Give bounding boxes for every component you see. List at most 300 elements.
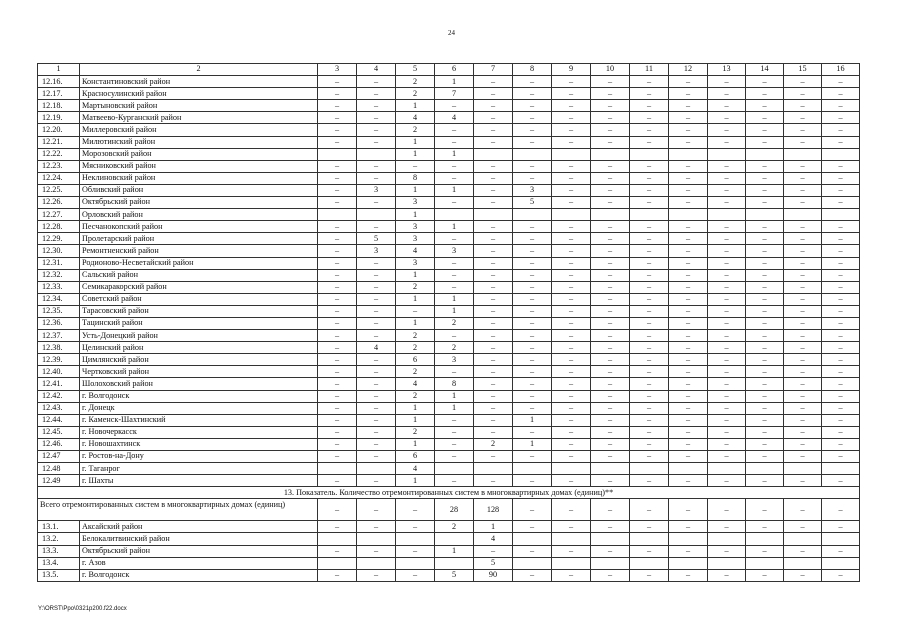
value-cell: – — [474, 305, 513, 317]
value-cell: – — [552, 438, 591, 450]
table-row — [38, 317, 860, 329]
value-cell: – — [396, 521, 435, 533]
value-cell: – — [396, 499, 435, 521]
value-cell: – — [822, 221, 860, 233]
value-cell: – — [669, 281, 708, 293]
value-cell: – — [822, 281, 860, 293]
value-cell: – — [435, 100, 474, 112]
value-cell: – — [708, 197, 746, 209]
value-cell: – — [746, 354, 784, 366]
value-cell: – — [552, 281, 591, 293]
value-cell: – — [513, 88, 552, 100]
value-cell: – — [746, 545, 784, 557]
value-cell: – — [669, 233, 708, 245]
value-cell: – — [552, 184, 591, 196]
value-cell: – — [513, 281, 552, 293]
row-number: 12.41. — [38, 378, 80, 390]
value-cell: – — [746, 305, 784, 317]
row-number: 12.37. — [38, 330, 80, 342]
value-cell: 1 — [396, 148, 435, 160]
value-cell: – — [591, 305, 630, 317]
row-number: 12.48 — [38, 463, 80, 475]
value-cell: 1 — [396, 402, 435, 414]
value-cell: – — [630, 475, 669, 487]
value-cell: – — [318, 451, 357, 463]
value-cell: – — [630, 366, 669, 378]
value-cell: – — [474, 281, 513, 293]
value-cell: – — [822, 245, 860, 257]
value-cell: – — [822, 545, 860, 557]
value-cell: 1 — [435, 221, 474, 233]
value-cell: – — [474, 136, 513, 148]
value-cell: 1 — [396, 100, 435, 112]
value-cell: – — [474, 545, 513, 557]
value-cell: – — [822, 354, 860, 366]
total-row-name: Всего отремонтированных систем в многоквартирных домах (единиц) — [38, 499, 318, 521]
column-number: 6 — [435, 64, 474, 76]
value-cell: – — [669, 390, 708, 402]
value-cell: – — [630, 354, 669, 366]
column-number-row — [38, 64, 860, 76]
table-row — [38, 269, 860, 281]
row-name: Миллеровский район — [80, 124, 318, 136]
value-cell: – — [474, 172, 513, 184]
row-number: 12.21. — [38, 136, 80, 148]
value-cell: – — [708, 545, 746, 557]
value-cell: – — [591, 221, 630, 233]
row-name: Мясниковский район — [80, 160, 318, 172]
value-cell: – — [784, 366, 822, 378]
value-cell: – — [474, 414, 513, 426]
row-name: г. Новочеркасск — [80, 426, 318, 438]
value-cell — [513, 557, 552, 569]
value-cell: – — [669, 197, 708, 209]
value-cell — [513, 148, 552, 160]
value-cell: – — [318, 499, 357, 521]
table-row — [38, 172, 860, 184]
value-cell: – — [591, 342, 630, 354]
table-row — [38, 281, 860, 293]
value-cell: – — [784, 342, 822, 354]
value-cell: 2 — [474, 438, 513, 450]
value-cell: – — [708, 305, 746, 317]
value-cell: – — [708, 281, 746, 293]
value-cell: – — [552, 233, 591, 245]
value-cell: – — [357, 569, 396, 581]
row-name: Мартыновский район — [80, 100, 318, 112]
value-cell — [784, 533, 822, 545]
row-name: Белокалитвинский район — [80, 533, 318, 545]
value-cell: – — [746, 136, 784, 148]
value-cell: – — [552, 354, 591, 366]
value-cell: 1 — [396, 293, 435, 305]
value-cell — [435, 463, 474, 475]
value-cell: 1 — [396, 184, 435, 196]
value-cell: – — [822, 426, 860, 438]
value-cell: – — [784, 569, 822, 581]
value-cell: – — [822, 305, 860, 317]
value-cell: – — [318, 305, 357, 317]
value-cell: – — [784, 390, 822, 402]
value-cell — [669, 148, 708, 160]
value-cell — [357, 148, 396, 160]
value-cell: – — [552, 293, 591, 305]
value-cell: – — [784, 414, 822, 426]
value-cell: – — [746, 342, 784, 354]
value-cell: – — [435, 281, 474, 293]
value-cell: – — [318, 390, 357, 402]
value-cell: – — [630, 414, 669, 426]
value-cell: – — [591, 390, 630, 402]
value-cell: – — [396, 160, 435, 172]
value-cell — [318, 148, 357, 160]
value-cell: – — [630, 100, 669, 112]
row-number: 12.44. — [38, 414, 80, 426]
row-number: 12.20. — [38, 124, 80, 136]
value-cell: – — [357, 354, 396, 366]
value-cell: – — [784, 545, 822, 557]
value-cell: – — [552, 76, 591, 88]
value-cell: – — [822, 136, 860, 148]
value-cell: – — [708, 521, 746, 533]
value-cell: – — [318, 257, 357, 269]
value-cell: – — [552, 245, 591, 257]
value-cell: – — [630, 330, 669, 342]
value-cell: – — [822, 172, 860, 184]
row-number: 12.39. — [38, 354, 80, 366]
row-number: 12.34. — [38, 293, 80, 305]
row-name: г. Донецк — [80, 402, 318, 414]
value-cell: – — [708, 451, 746, 463]
value-cell — [474, 209, 513, 221]
value-cell: – — [552, 569, 591, 581]
value-cell: – — [357, 545, 396, 557]
value-cell: – — [552, 390, 591, 402]
value-cell: – — [591, 438, 630, 450]
row-name: Милютинский район — [80, 136, 318, 148]
value-cell: – — [591, 521, 630, 533]
value-cell: – — [591, 499, 630, 521]
value-cell: – — [396, 569, 435, 581]
table-row — [38, 136, 860, 148]
value-cell: – — [630, 305, 669, 317]
section-header-row — [38, 487, 860, 499]
value-cell: – — [630, 112, 669, 124]
value-cell: – — [822, 499, 860, 521]
table-row — [38, 184, 860, 196]
value-cell: – — [435, 257, 474, 269]
value-cell: – — [746, 402, 784, 414]
value-cell: – — [630, 233, 669, 245]
value-cell: – — [630, 426, 669, 438]
value-cell: – — [591, 160, 630, 172]
row-name: Пролетарский район — [80, 233, 318, 245]
row-name: Красносулинский район — [80, 88, 318, 100]
row-number: 12.38. — [38, 342, 80, 354]
value-cell: – — [357, 172, 396, 184]
row-name: г. Азов — [80, 557, 318, 569]
value-cell: – — [784, 233, 822, 245]
value-cell — [552, 557, 591, 569]
table-row — [38, 233, 860, 245]
value-cell: – — [708, 88, 746, 100]
row-name: Тарасовский район — [80, 305, 318, 317]
value-cell — [357, 463, 396, 475]
value-cell: 6 — [396, 354, 435, 366]
value-cell: – — [591, 269, 630, 281]
value-cell: 4 — [474, 533, 513, 545]
value-cell: – — [669, 402, 708, 414]
value-cell — [435, 209, 474, 221]
value-cell: – — [708, 269, 746, 281]
value-cell: – — [318, 342, 357, 354]
value-cell: – — [474, 197, 513, 209]
value-cell: – — [513, 475, 552, 487]
row-name: г. Каменск-Шахтинский — [80, 414, 318, 426]
row-name: Шолоховский район — [80, 378, 318, 390]
value-cell: – — [357, 414, 396, 426]
value-cell: – — [822, 366, 860, 378]
value-cell: – — [784, 475, 822, 487]
value-cell — [708, 463, 746, 475]
value-cell: 3 — [396, 257, 435, 269]
value-cell: – — [630, 293, 669, 305]
value-cell: – — [784, 378, 822, 390]
row-number: 13.3. — [38, 545, 80, 557]
row-name: г. Волгодонск — [80, 390, 318, 402]
value-cell: – — [746, 184, 784, 196]
row-number: 12.19. — [38, 112, 80, 124]
table-row — [38, 305, 860, 317]
value-cell: – — [474, 402, 513, 414]
value-cell: – — [474, 342, 513, 354]
value-cell: – — [784, 305, 822, 317]
value-cell: – — [318, 184, 357, 196]
value-cell — [822, 533, 860, 545]
value-cell: – — [708, 330, 746, 342]
value-cell: – — [630, 438, 669, 450]
row-number: 12.33. — [38, 281, 80, 293]
value-cell: – — [591, 293, 630, 305]
value-cell: 4 — [435, 112, 474, 124]
value-cell: – — [784, 184, 822, 196]
value-cell: – — [552, 197, 591, 209]
value-cell: 5 — [474, 557, 513, 569]
value-cell: – — [435, 475, 474, 487]
value-cell: – — [784, 245, 822, 257]
row-number: 12.45. — [38, 426, 80, 438]
value-cell: – — [513, 366, 552, 378]
value-cell: 2 — [396, 124, 435, 136]
value-cell: – — [746, 378, 784, 390]
value-cell — [513, 209, 552, 221]
table-row — [38, 533, 860, 545]
value-cell: 6 — [396, 451, 435, 463]
value-cell: 4 — [357, 342, 396, 354]
value-cell: – — [552, 317, 591, 329]
value-cell: – — [669, 136, 708, 148]
value-cell: – — [435, 330, 474, 342]
value-cell: – — [474, 378, 513, 390]
value-cell: – — [669, 245, 708, 257]
value-cell: – — [822, 317, 860, 329]
value-cell: – — [669, 305, 708, 317]
row-name: Цимлянский район — [80, 354, 318, 366]
value-cell: – — [318, 354, 357, 366]
table-row — [38, 438, 860, 450]
value-cell: – — [513, 545, 552, 557]
row-name: Семикаракорский район — [80, 281, 318, 293]
value-cell — [318, 209, 357, 221]
value-cell: – — [746, 233, 784, 245]
row-number: 12.23. — [38, 160, 80, 172]
value-cell: – — [552, 160, 591, 172]
value-cell: – — [474, 184, 513, 196]
value-cell — [822, 557, 860, 569]
value-cell: – — [746, 330, 784, 342]
value-cell: – — [552, 451, 591, 463]
value-cell: – — [318, 136, 357, 148]
value-cell — [591, 533, 630, 545]
value-cell: 1 — [396, 475, 435, 487]
value-cell: 3 — [357, 245, 396, 257]
value-cell: – — [708, 354, 746, 366]
table-row — [38, 521, 860, 533]
page-number: 24 — [448, 29, 455, 37]
value-cell: – — [318, 124, 357, 136]
value-cell: – — [746, 245, 784, 257]
value-cell: – — [591, 545, 630, 557]
value-cell: – — [318, 426, 357, 438]
value-cell: – — [708, 390, 746, 402]
value-cell: 2 — [396, 281, 435, 293]
value-cell: – — [513, 100, 552, 112]
value-cell: – — [318, 475, 357, 487]
value-cell: – — [630, 390, 669, 402]
value-cell: – — [591, 451, 630, 463]
value-cell: – — [591, 184, 630, 196]
value-cell: – — [784, 293, 822, 305]
value-cell — [435, 557, 474, 569]
value-cell: 1 — [513, 414, 552, 426]
value-cell: – — [630, 88, 669, 100]
column-number: 9 — [552, 64, 591, 76]
value-cell: – — [357, 317, 396, 329]
value-cell: – — [708, 100, 746, 112]
value-cell: 4 — [396, 463, 435, 475]
value-cell — [669, 463, 708, 475]
value-cell: – — [318, 245, 357, 257]
value-cell: – — [630, 545, 669, 557]
row-number: 12.32. — [38, 269, 80, 281]
value-cell: – — [746, 569, 784, 581]
value-cell: – — [822, 76, 860, 88]
value-cell: – — [513, 426, 552, 438]
value-cell: – — [318, 438, 357, 450]
value-cell — [822, 209, 860, 221]
value-cell: – — [669, 569, 708, 581]
value-cell: – — [822, 521, 860, 533]
value-cell: – — [591, 245, 630, 257]
row-name: Усть-Донецкий район — [80, 330, 318, 342]
value-cell: – — [822, 475, 860, 487]
value-cell: – — [513, 499, 552, 521]
row-name: Сальский район — [80, 269, 318, 281]
value-cell: – — [784, 521, 822, 533]
value-cell: – — [513, 257, 552, 269]
value-cell: – — [746, 293, 784, 305]
value-cell: – — [357, 499, 396, 521]
value-cell: – — [552, 402, 591, 414]
value-cell: – — [822, 451, 860, 463]
value-cell: 2 — [435, 521, 474, 533]
value-cell: – — [630, 257, 669, 269]
value-cell: 2 — [396, 426, 435, 438]
value-cell: – — [822, 414, 860, 426]
value-cell: – — [474, 330, 513, 342]
value-cell: – — [318, 100, 357, 112]
value-cell: – — [708, 172, 746, 184]
value-cell: – — [746, 414, 784, 426]
value-cell — [435, 533, 474, 545]
value-cell: – — [357, 366, 396, 378]
value-cell: – — [630, 160, 669, 172]
value-cell — [552, 209, 591, 221]
table-row — [38, 148, 860, 160]
row-number: 12.29. — [38, 233, 80, 245]
value-cell: – — [708, 378, 746, 390]
value-cell: 3 — [396, 197, 435, 209]
value-cell: – — [357, 390, 396, 402]
value-cell: – — [822, 390, 860, 402]
value-cell: – — [474, 221, 513, 233]
value-cell: – — [708, 184, 746, 196]
value-cell: – — [746, 451, 784, 463]
value-cell: – — [746, 390, 784, 402]
value-cell: – — [357, 136, 396, 148]
value-cell — [396, 533, 435, 545]
column-number: 13 — [708, 64, 746, 76]
column-number: 11 — [630, 64, 669, 76]
value-cell: – — [474, 390, 513, 402]
value-cell: – — [784, 76, 822, 88]
value-cell: – — [513, 317, 552, 329]
table-row — [38, 414, 860, 426]
value-cell: – — [746, 124, 784, 136]
value-cell: – — [784, 112, 822, 124]
table-row — [38, 209, 860, 221]
value-cell: – — [630, 402, 669, 414]
value-cell: – — [708, 160, 746, 172]
row-number: 12.16. — [38, 76, 80, 88]
value-cell: – — [552, 88, 591, 100]
table-row — [38, 451, 860, 463]
value-cell: – — [822, 257, 860, 269]
value-cell: – — [357, 330, 396, 342]
value-cell: – — [630, 342, 669, 354]
row-number: 12.17. — [38, 88, 80, 100]
value-cell: – — [474, 475, 513, 487]
value-cell — [746, 209, 784, 221]
value-cell: – — [746, 197, 784, 209]
value-cell: – — [552, 366, 591, 378]
row-number: 12.27. — [38, 209, 80, 221]
row-name: г. Ростов-на-Дону — [80, 451, 318, 463]
row-name: г. Волгодонск — [80, 569, 318, 581]
value-cell: – — [822, 233, 860, 245]
value-cell: – — [435, 233, 474, 245]
value-cell: – — [708, 499, 746, 521]
